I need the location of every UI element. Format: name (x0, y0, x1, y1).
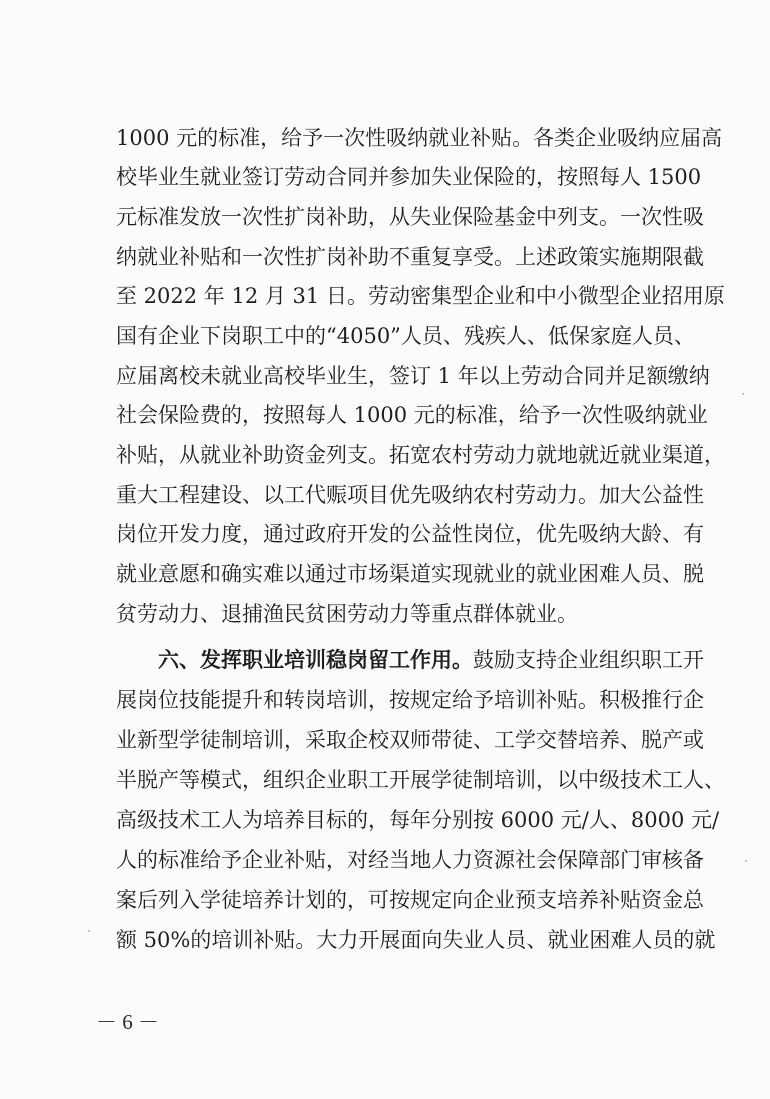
text-line: 纳就业补贴和一次性扩岗补助不重复享受。上述政策实施期限截 (116, 245, 704, 269)
text-line: 元标准发放一次性扩岗补助，从失业保险基金中列支。一次性吸 (116, 205, 704, 229)
text-line: 展岗位技能提升和转岗培训，按规定给予培训补贴。积极推行企 (116, 688, 704, 712)
text-line: 半脱产等模式，组织企业职工开展学徒制培训，以中级技术工人、 (116, 768, 725, 792)
text-line: 业新型学徒制培训，采取企校双师带徒、工学交替培养、脱产或 (116, 728, 704, 752)
page-number: － 6 － (96, 1010, 159, 1034)
scan-speck (88, 930, 90, 932)
text-line: 就业意愿和确实难以通过市场渠道实现就业的就业困难人员、脱 (116, 562, 704, 586)
text-line: 人的标准给予企业补贴，对经当地人力资源社会保障部门审核备 (116, 848, 704, 872)
text-line: 至 2022 年 12 月 31 日。劳动密集型企业和中小微型企业招用原 (116, 284, 725, 308)
text-line: 案后列入学徒培养计划的，可按规定向企业预支培养补贴资金总 (116, 888, 704, 912)
section-first-line-text: 鼓励支持企业组织职工开 (473, 648, 704, 672)
text-line: 贫劳动力、退捕渔民贫困劳动力等重点群体就业。 (116, 602, 578, 626)
text-line: 额 50%的培训补贴。大力开展面向失业人员、就业困难人员的就 (116, 928, 716, 952)
text-line: 国有企业下岗职工中的“4050”人员、残疾人、低保家庭人员、 (116, 324, 695, 348)
text-line: 岗位开发力度，通过政府开发的公益性岗位，优先吸纳大龄、有 (116, 522, 704, 546)
text-line: 应届离校未就业高校毕业生，签订 1 年以上劳动合同并足额缴纳 (116, 364, 710, 388)
scan-speck (745, 860, 747, 862)
text-line: 1000 元的标准，给予一次性吸纳就业补贴。各类企业吸纳应届高 (116, 126, 723, 150)
scan-speck (742, 393, 744, 395)
section-first-line (158, 640, 704, 680)
text-line: 补贴，从就业补助资金列支。拓宽农村劳动力就地就近就业渠道， (116, 443, 725, 467)
text-line: 校毕业生就业签订劳动合同并参加失业保险的，按照每人 1500 (116, 165, 702, 189)
text-line: 高级技术工人为培养目标的，每年分别按 6000 元/人、8000 元/ (116, 808, 720, 832)
text-line: 重大工程建设、以工代赈项目优先吸纳农村劳动力。加大公益性 (116, 483, 704, 507)
text-line: 社会保险费的，按照每人 1000 元的标准，给予一次性吸纳就业 (116, 403, 708, 427)
section-heading: 六、发挥职业培训稳岗留工作用。 (158, 648, 473, 672)
